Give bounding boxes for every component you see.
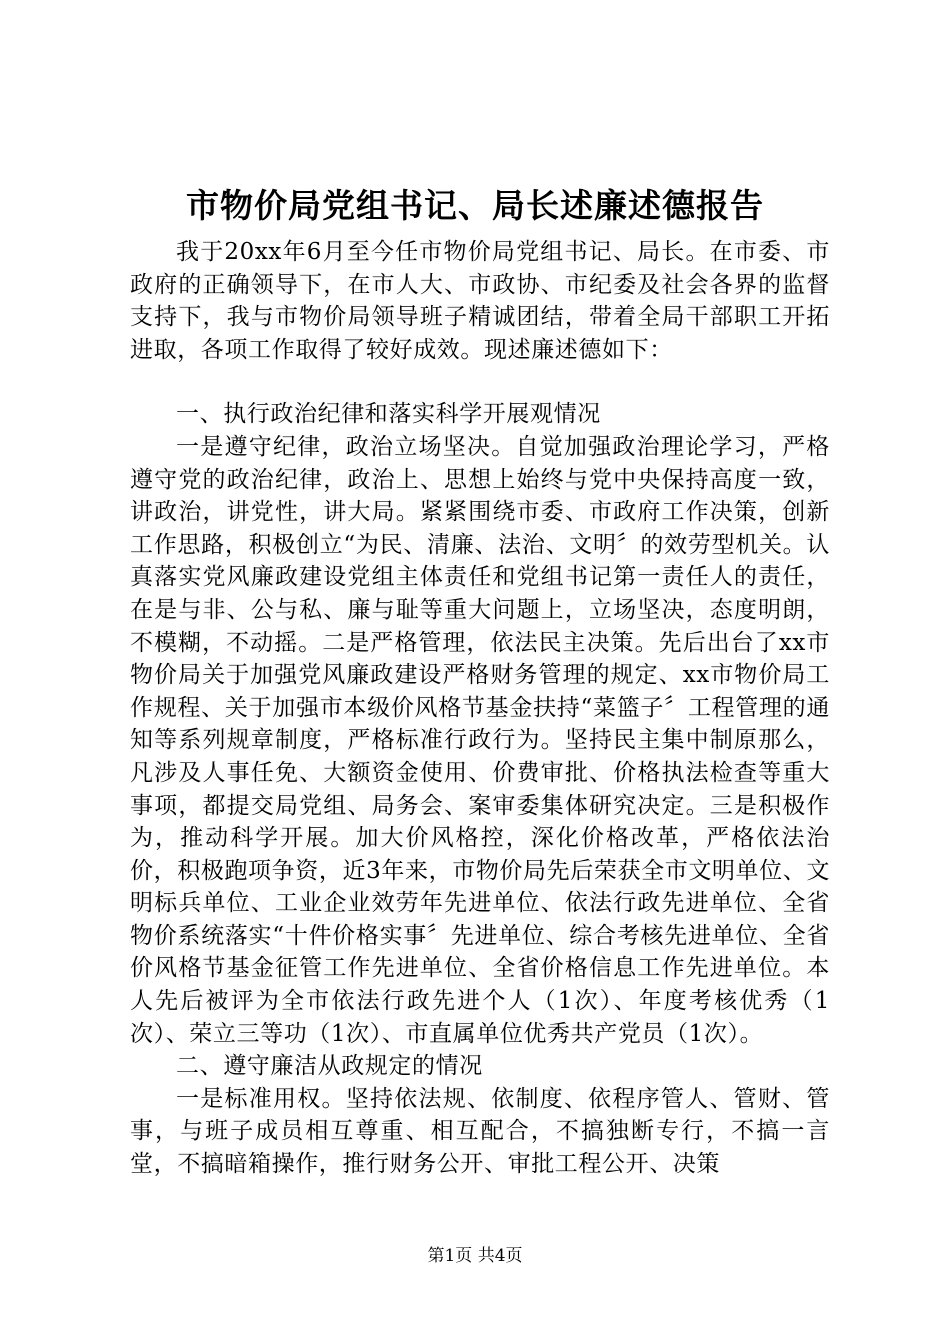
- intro-paragraph: 我于20xx年6月至今任市物价局党组书记、局长。在市委、市政府的正确领导下，在市人大、市政协、市纪委及社会各界的监督支持下，我与市物价局领导班子精诚团结，带着全局干部职工开拓进取，各项工作取得了较好成效。现述廉述德如下：: [130, 239, 830, 363]
- section-2-paragraph: 一是标准用权。坚持依法规、依制度、依程序管人、管财、管事，与班子成员相互尊重、相互配合，不搞独断专行，不搞一言堂，不搞暗箱操作，推行财务公开、审批工程公开、决策: [130, 1085, 830, 1178]
- section-1-heading: 一、执行政治纪律和落实科学开展观情况: [176, 401, 601, 428]
- document-title: 市物价局党组书记、局长述廉述德报告: [186, 186, 764, 225]
- document-body: [130, 236, 830, 1181]
- section-1-paragraph: 一是遵守纪律，政治立场坚决。自觉加强政治理论学习，严格遵守党的政治纪律，政治上、思想上始终与党中央保持高度一致，讲政治，讲党性，讲大局。紧紧围绕市委、市政府工作决策，创新工作思路，积极创立“为民、清廉、法治、文明〞的效劳型机关。认真落实党风廉政建设党组主体责任和党组书记第一责任人的责任，在是与非、公与私、廉与耻等重大问题上，立场坚决，态度明朗，不模糊，不动摇。二是严格管理，依法民主决策。先后出台了xx市物价局关于加强党风廉政建设严格财务管理的规定、xx市物价局工作规程、关于加强市本级价风格节基金扶持“菜篮子〞工程管理的通知等系列规章制度，严格标准行政行为。坚持民主集中制原那么，凡涉及人事任免、大额资金使用、价费审批、价格执法检查等重大事项，都提交局党组、局务会、案审委集体研究决定。三是积极作为，推动科学开展。加大价风格控，深化价格改革，严格依法治价，积极跑项争资，近3年来，市物价局先后荣获全市文明单位、文明标兵单位、工业企业效劳年先进单位、依法行政先进单位、全省物价系统落实“十件价格实事〞先进单位、综合考核先进单位、全省价风格节基金征管工作先进单位、全省价格信息工作先进单位。本人先后被评为全市依法行政先进个人（1次）、年度考核优秀（1次）、荣立三等功（1次）、市直属单位优秀共产党员（1次）。: [130, 433, 830, 1047]
- page-footer: 第1页 共4页: [427, 1246, 523, 1266]
- section-2-heading: 二、遵守廉洁从政规定的情况: [176, 1053, 483, 1080]
